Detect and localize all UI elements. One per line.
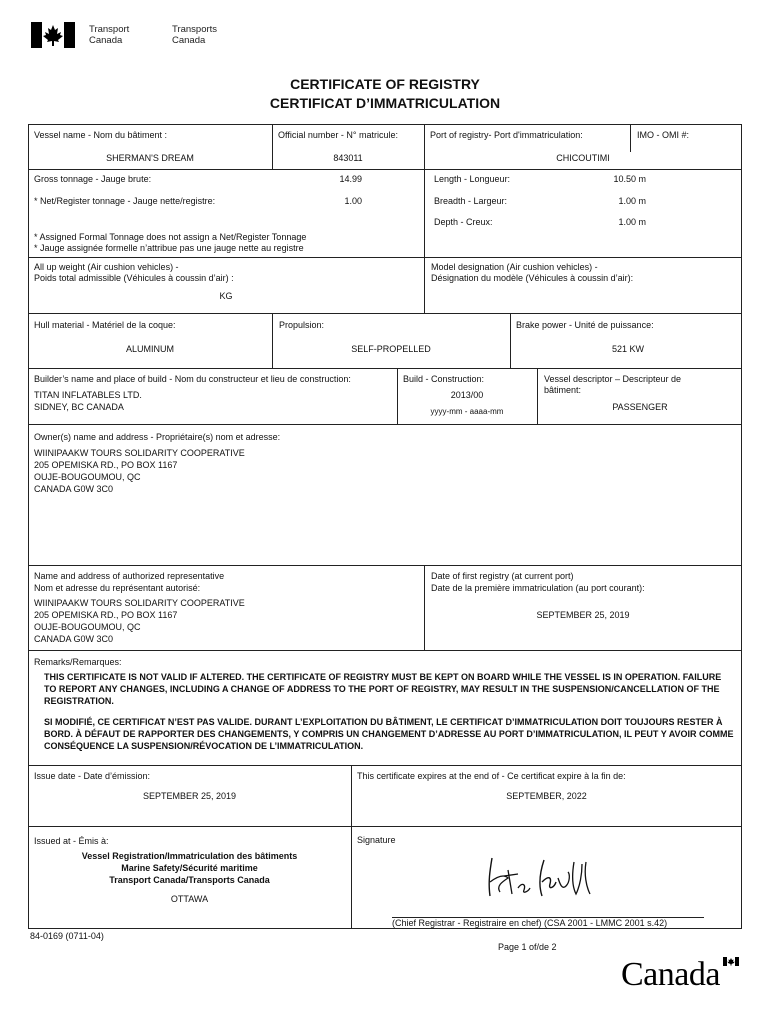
signature-label: Signature bbox=[357, 835, 396, 845]
canada-flag-icon bbox=[31, 22, 75, 48]
hull-material-label: Hull material - Matériel de la coque: bbox=[34, 320, 176, 330]
breadth-value: 1.00 m bbox=[618, 196, 646, 206]
tonnage-note-fr: * Jauge assignée formelle n’attribue pas une jauge nette au registre bbox=[34, 243, 304, 253]
issuing-city: OTTAWA bbox=[170, 894, 209, 904]
all-up-weight-unit: KG bbox=[219, 291, 233, 301]
remarks-text-fr: SI MODIFIÉ, CE CERTIFICAT N’EST PAS VALIDE. DURANT L’EXPLOITATION DU BÂTIMENT, LE CERTIFICAT D’IMMATRICULATION DOIT TOUJOURS RESTER À BORD. À DÉFAUT DE RAPPORTER DES CHANGEMENTS, Y COMPRIS UN CHANGEMENT D’ADRESSE AU PORT D’IMMATRICULATION, IL PEUT Y AVOIR COMME CONSÉQUENCE LA SUSPENSION/RÉVOCATION DE L’IMMATRICULATION. bbox=[44, 717, 734, 751]
length-label: Length - Longueur: bbox=[434, 174, 511, 184]
builder-name: TITAN INFLATABLES LTD. bbox=[34, 390, 142, 400]
issuing-office-line-1: Vessel Registration/Immatriculation des bâtiments bbox=[81, 851, 298, 861]
divider bbox=[28, 313, 742, 314]
divider bbox=[630, 124, 631, 152]
form-number: 84-0169 (0711-04) bbox=[30, 931, 104, 941]
vessel-name-label: Vessel name - Nom du bâtiment : bbox=[34, 130, 168, 140]
department-en-line2: Canada bbox=[89, 35, 123, 46]
official-number-value: 843011 bbox=[333, 153, 363, 163]
build-date-label: Build - Construction: bbox=[403, 374, 485, 384]
divider bbox=[28, 169, 742, 170]
expiry-label: This certificate expires at the end of - Ce certificat expire à la fin de: bbox=[357, 771, 626, 781]
port-of-registry-label: Port of registry- Port d'immatriculation: bbox=[430, 130, 583, 140]
imo-number-label: IMO - OMI #: bbox=[637, 130, 690, 140]
vessel-descriptor-value: PASSENGER bbox=[612, 402, 668, 412]
representative-line-4: CANADA G0W 3C0 bbox=[34, 634, 114, 644]
build-date-format: yyyy-mm - aaaa-mm bbox=[430, 407, 504, 416]
builder-label: Builder’s name and place of build - Nom du constructeur et lieu de construction: bbox=[34, 374, 351, 384]
remarks-label: Remarks/Remarques: bbox=[34, 657, 122, 667]
signer-title: (Chief Registrar - Registraire en chef) (CSA 2001 - LMMC 2001 s.42) bbox=[392, 918, 668, 928]
title-en: CERTIFICATE OF REGISTRY bbox=[290, 76, 480, 92]
vessel-descriptor-label-1: Vessel descriptor – Descripteur de bbox=[544, 374, 682, 384]
divider bbox=[28, 650, 742, 651]
first-registry-label-en: Date of first registry (at current port) bbox=[431, 571, 574, 581]
remarks-text-en: THIS CERTIFICATE IS NOT VALID IF ALTERED. THE CERTIFICATE OF REGISTRY MUST BE KEPT ON BOARD WHILE THE VESSEL IS IN OPERATION. FAILURE TO REPORT ANY CHANGES, INCLUDING A CHANGE OF ADDRESS TO THE PORT OF REGISTRY, MAY RESULT IN THE SUSPENSION/CANCELLATION OF THE REGISTRATION. bbox=[44, 672, 722, 706]
registrar-signature-image bbox=[478, 852, 608, 904]
department-name-en bbox=[89, 24, 129, 46]
owner-line-4: CANADA G0W 3C0 bbox=[34, 484, 114, 494]
owner-line-1: WIINIPAAKW TOURS SOLIDARITY COOPERATIVE bbox=[34, 448, 245, 458]
owner-label: Owner(s) name and address - Propriétaire(s) nom et adresse: bbox=[34, 432, 281, 442]
issuing-office-line-3: Transport Canada/Transports Canada bbox=[109, 875, 270, 885]
hull-material-value: ALUMINUM bbox=[125, 344, 174, 354]
divider bbox=[28, 826, 742, 827]
brake-power-label: Brake power - Unité de puissance: bbox=[516, 320, 654, 330]
breadth-label: Breadth - Largeur: bbox=[434, 196, 508, 206]
propulsion-value: SELF-PROPELLED bbox=[351, 344, 431, 354]
first-registry-label-fr: Date de la première immatriculation (au port courant): bbox=[431, 583, 645, 593]
brake-power-value: 521 KW bbox=[611, 344, 644, 354]
issue-date-label: Issue date - Date d’émission: bbox=[34, 771, 151, 781]
propulsion-label: Propulsion: bbox=[279, 320, 325, 330]
owner-line-3: OUJE-BOUGOUMOU, QC bbox=[34, 472, 141, 482]
representative-line-2: 205 OPEMISKA RD., PO BOX 1167 bbox=[34, 610, 178, 620]
divider bbox=[537, 368, 538, 424]
expiry-value: SEPTEMBER, 2022 bbox=[506, 791, 587, 801]
divider bbox=[272, 313, 273, 368]
issuing-office-line-2: Marine Safety/Sécurité maritime bbox=[121, 863, 258, 873]
divider bbox=[28, 257, 742, 258]
canada-wordmark bbox=[621, 955, 741, 995]
model-designation-label-en: Model designation (Air cushion vehicles) - bbox=[431, 262, 598, 272]
divider bbox=[28, 565, 742, 566]
divider bbox=[351, 765, 352, 929]
title-fr: CERTIFICAT D’IMMATRICULATION bbox=[269, 95, 501, 111]
wordmark-flag-icon bbox=[723, 957, 739, 966]
depth-value: 1.00 m bbox=[618, 217, 646, 227]
department-fr-line2: Canada bbox=[172, 35, 206, 46]
all-up-weight-label-fr: Poids total admissible (Véhicules à coussin d’air) : bbox=[34, 273, 234, 283]
first-registry-date: SEPTEMBER 25, 2019 bbox=[536, 610, 630, 620]
build-date-value: 2013/00 bbox=[450, 390, 484, 400]
all-up-weight-label-en: All up weight (Air cushion vehicles) - bbox=[34, 262, 179, 272]
port-of-registry-value: CHICOUTIMI bbox=[556, 153, 610, 163]
issue-date-value: SEPTEMBER 25, 2019 bbox=[142, 791, 237, 801]
representative-line-1: WIINIPAAKW TOURS SOLIDARITY COOPERATIVE bbox=[34, 598, 245, 608]
gross-tonnage-value: 14.99 bbox=[339, 174, 362, 184]
representative-line-3: OUJE-BOUGOUMOU, QC bbox=[34, 622, 141, 632]
tonnage-note-en: * Assigned Formal Tonnage does not assign a Net/Register Tonnage bbox=[34, 232, 307, 242]
issued-at-label: Issued at - Émis à: bbox=[34, 836, 109, 846]
owner-line-2: 205 OPEMISKA RD., PO BOX 1167 bbox=[34, 460, 178, 470]
divider bbox=[28, 765, 742, 766]
vessel-name-value: SHERMAN'S DREAM bbox=[106, 153, 194, 163]
model-designation-label-fr: Désignation du modèle (Véhicules à coussin d’air): bbox=[431, 273, 634, 283]
depth-label: Depth - Creux: bbox=[434, 217, 493, 227]
representative-label-fr: Nom et adresse du représentant autorisé: bbox=[34, 583, 201, 593]
department-name-fr bbox=[172, 24, 217, 46]
official-number-label: Official number - N° matricule: bbox=[278, 130, 398, 140]
builder-place: SIDNEY, BC CANADA bbox=[34, 402, 124, 412]
divider bbox=[28, 424, 742, 425]
divider bbox=[510, 313, 511, 368]
divider bbox=[28, 368, 742, 369]
vessel-descriptor-label-2: bâtiment: bbox=[544, 385, 582, 395]
department-en-line1: Transport bbox=[89, 24, 130, 35]
canada-wordmark-text: Canada bbox=[621, 956, 720, 993]
page-number: Page 1 of/de 2 bbox=[498, 942, 557, 952]
gross-tonnage-label: Gross tonnage - Jauge brute: bbox=[34, 174, 152, 184]
department-fr-line1: Transports bbox=[172, 24, 218, 35]
divider bbox=[424, 565, 425, 650]
net-tonnage-value: 1.00 bbox=[344, 196, 362, 206]
length-value: 10.50 m bbox=[613, 174, 646, 184]
net-tonnage-label: * Net/Register tonnage - Jauge nette/registre: bbox=[34, 196, 216, 206]
representative-label-en: Name and address of authorized representative bbox=[34, 571, 225, 581]
